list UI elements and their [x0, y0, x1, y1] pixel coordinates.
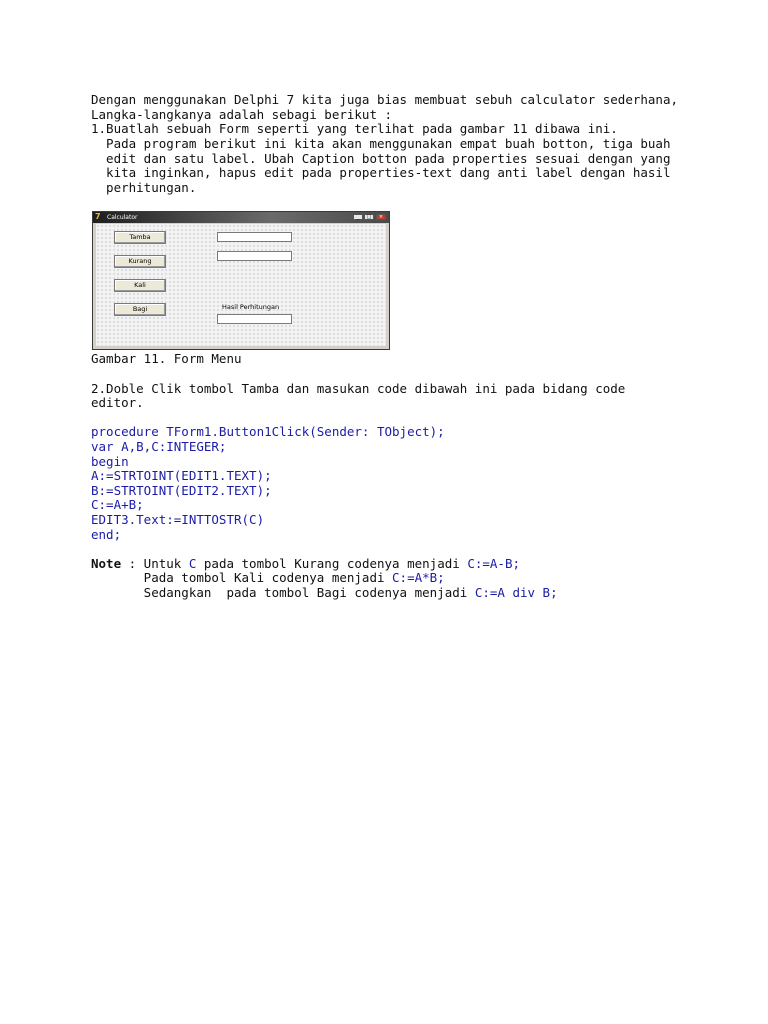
form-title-bar	[93, 212, 389, 223]
button-bagi: Bagi	[114, 303, 166, 316]
step2-line: editor.	[91, 395, 144, 410]
note-var: C	[188, 556, 197, 571]
maximize-icon: □	[364, 214, 374, 220]
button-kurang: Kurang	[114, 255, 166, 268]
note-text: Pada tombol Kali codenya menjadi	[91, 570, 393, 585]
code-line: A:=STRTOINT(EDIT1.TEXT);	[91, 468, 272, 483]
step1-line: perhitungan.	[91, 180, 197, 195]
step1-line: Pada program berikut ini kita akan menggunakan empat buah botton, tiga buah	[91, 136, 671, 151]
edit2-field	[217, 251, 292, 261]
note-label: Note	[91, 556, 122, 571]
edit1-field	[217, 232, 292, 242]
close-icon: ×	[376, 214, 386, 220]
form-title: Calculator	[107, 214, 138, 221]
code-line: procedure TForm1.Button1Click(Sender: TObject);	[91, 424, 445, 439]
note-code: C:=A div B;	[474, 585, 558, 600]
intro-line: Langka-langkanya adalah sebagi berikut :	[91, 107, 393, 122]
note-text: pada tombol Kurang codenya menjadi	[196, 556, 468, 571]
note-code: C:=A*B;	[392, 570, 445, 585]
calculator-form-figure	[92, 211, 390, 350]
note-line-3	[91, 585, 558, 600]
button-kali: Kali	[114, 279, 166, 292]
code-line: EDIT3.Text:=INTTOSTR(C)	[91, 512, 265, 527]
step2-line: 2.Doble Clik tombol Tamba dan masukan code dibawah ini pada bidang code	[91, 381, 626, 396]
form-client-area	[96, 224, 386, 346]
code-line: begin	[91, 454, 129, 469]
note-code: C:=A-B;	[467, 556, 520, 571]
figure-caption: Gambar 11. Form Menu	[91, 351, 242, 366]
intro-line: Dengan menggunakan Delphi 7 kita juga bias membuat sebuh calculator sederhana,	[91, 92, 678, 107]
step1-line: kita inginkan, hapus edit pada properties-text dang anti label dengan hasil	[91, 165, 671, 180]
delphi-icon: 7	[95, 212, 101, 221]
minimize-icon: _	[353, 214, 363, 220]
edit3-field	[217, 314, 292, 324]
result-label: Hasil Perhitungan	[222, 303, 280, 311]
note-text: : Untuk	[121, 556, 189, 571]
code-line: end;	[91, 527, 122, 542]
note-line-2	[91, 570, 445, 585]
note-line-1	[91, 556, 520, 571]
code-line: C:=A+B;	[91, 497, 144, 512]
code-line: B:=STRTOINT(EDIT2.TEXT);	[91, 483, 272, 498]
note-text: Sedangkan pada tombol Bagi codenya menjadi	[91, 585, 475, 600]
code-line: var A,B,C:INTEGER;	[91, 439, 227, 454]
step1-line: edit dan satu label. Ubah Caption botton pada properties sesuai dengan yang	[91, 151, 671, 166]
step1-line: 1.Buatlah sebuah Form seperti yang terlihat pada gambar 11 dibawa ini.	[91, 121, 618, 136]
button-tamba: Tamba	[114, 231, 166, 244]
